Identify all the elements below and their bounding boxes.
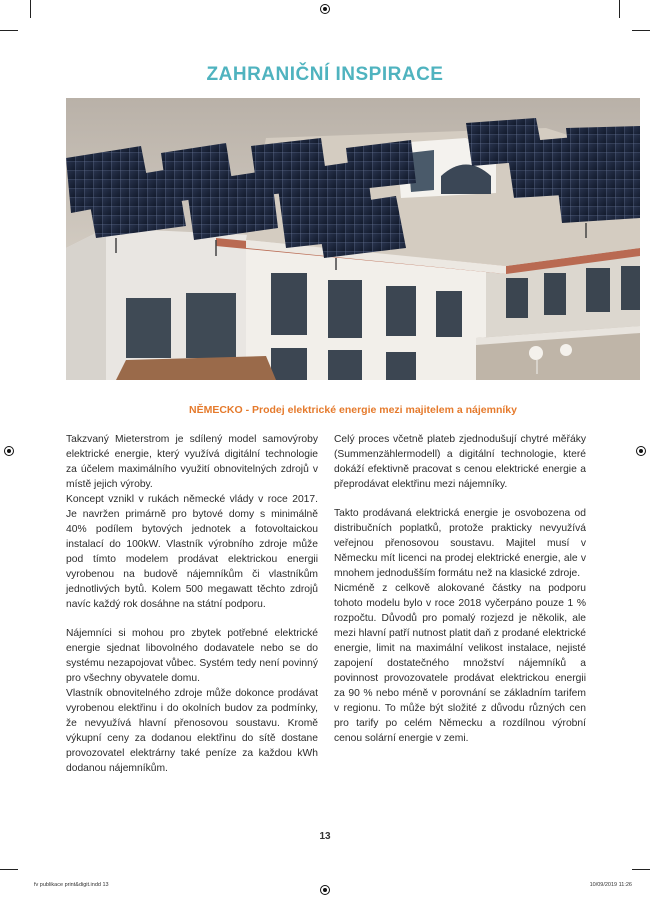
page-number: 13 [319,831,331,842]
solar-building-illustration [66,98,640,380]
right-text-column [334,432,586,746]
section-subheading: NĚMECKO - Prodej elektrické energie mezi majitelem a nájemníky [189,404,517,416]
registration-mark-bottom [320,885,330,895]
print-slug-date: 10/09/2019 11:26 [589,882,632,888]
crop-mark [632,30,650,31]
registration-mark-top [320,4,330,14]
crop-mark [0,869,18,870]
crop-mark [632,869,650,870]
page-title: ZAHRANIČNÍ INSPIRACE [206,64,444,85]
paragraph: Nájemníci si mohou pro zbytek potřebné elektrické energie sjednat libovolného dodavatele nebo se do systému nezapojovat vůbec. Systém tedy není povinný pro všechny obyvatele domu. [66,628,318,684]
hero-photo [66,98,640,380]
crop-mark [30,0,31,18]
left-text-column [66,432,318,776]
paragraph: Celý proces včetně plateb zjednodušují chytré měřáky (Summenzählermodell) a digitální technologie, které dokáží efektivně pracovat s cenou elektrické energie a přeprodávat elektřinu mezi nájemníky. [334,434,586,490]
crop-mark [619,0,620,18]
registration-mark-right [636,446,646,456]
paragraph: Nicméně z celkově alokované částky na podporu tohoto modelu bylo v roce 2018 vyčerpáno pouze 1 % rozpočtu. Důvodů pro pomalý rozjezd je několik, ale mezi hlavní patří nutnost platit daň z prodané elektrické energie, limit na maximální velikost instalace, nejisté zapojení dostatečného množství nájemníků a povinnost provozovatele prodávat elektrickou energii za 90 % nebo méně v porovnání se základním tarifem v regionu. To může být složité z důvodu různých cen pro tarify po celém Německu a rozdílnou výrobní cenou solární energie v zemi. [334,583,586,744]
paragraph: Takto prodávaná elektrická energie je osvobozena od distribučních poplatků, protože prakticky nevyužívá veřejnou přenosovou soustavu. Majitel musí v Německu mít licenci na prodej elektrické energie, ale v mnohem jednodušším formátu než na klasické zdroje. [334,508,586,579]
registration-mark-left [4,446,14,456]
paragraph: Koncept vznikl v rukách německé vlády v roce 2017. Je navržen primárně pro bytové domy s minimálně 40% podílem bytových jednotek a fotovoltaickou instalací do 100kW. Vlastník výrobního zdroje může pod tímto modelem prodávat elektrickou energii vyrobenou na budově nájemníkům či vlastníkům jednotlivých bytů. Kolem 500 megawatt těchto zdrojů navíc každý rok dosáhne na státní podporu. [66,494,318,610]
print-slug-file: fv publikace print&digit.indd 13 [34,882,109,888]
paragraph: Takzvaný Mieterstrom je sdílený model samovýroby elektrické energie, který využívá digitální technologie za účelem maximálního využití obnovitelných zdrojů v místě jejich výroby. [66,434,318,490]
crop-mark [0,30,18,31]
paragraph: Vlastník obnovitelného zdroje může dokonce prodávat vyrobenou elektřinu i do okolních budov za podmínky, že nevyužívá hlavní přenosovou soustavu. Kromě výkupní ceny za dodanou elektřinu do sítě dostane provozovatel elektrárny také peníze za každou kWh dodanou nájemníkům. [66,688,318,774]
